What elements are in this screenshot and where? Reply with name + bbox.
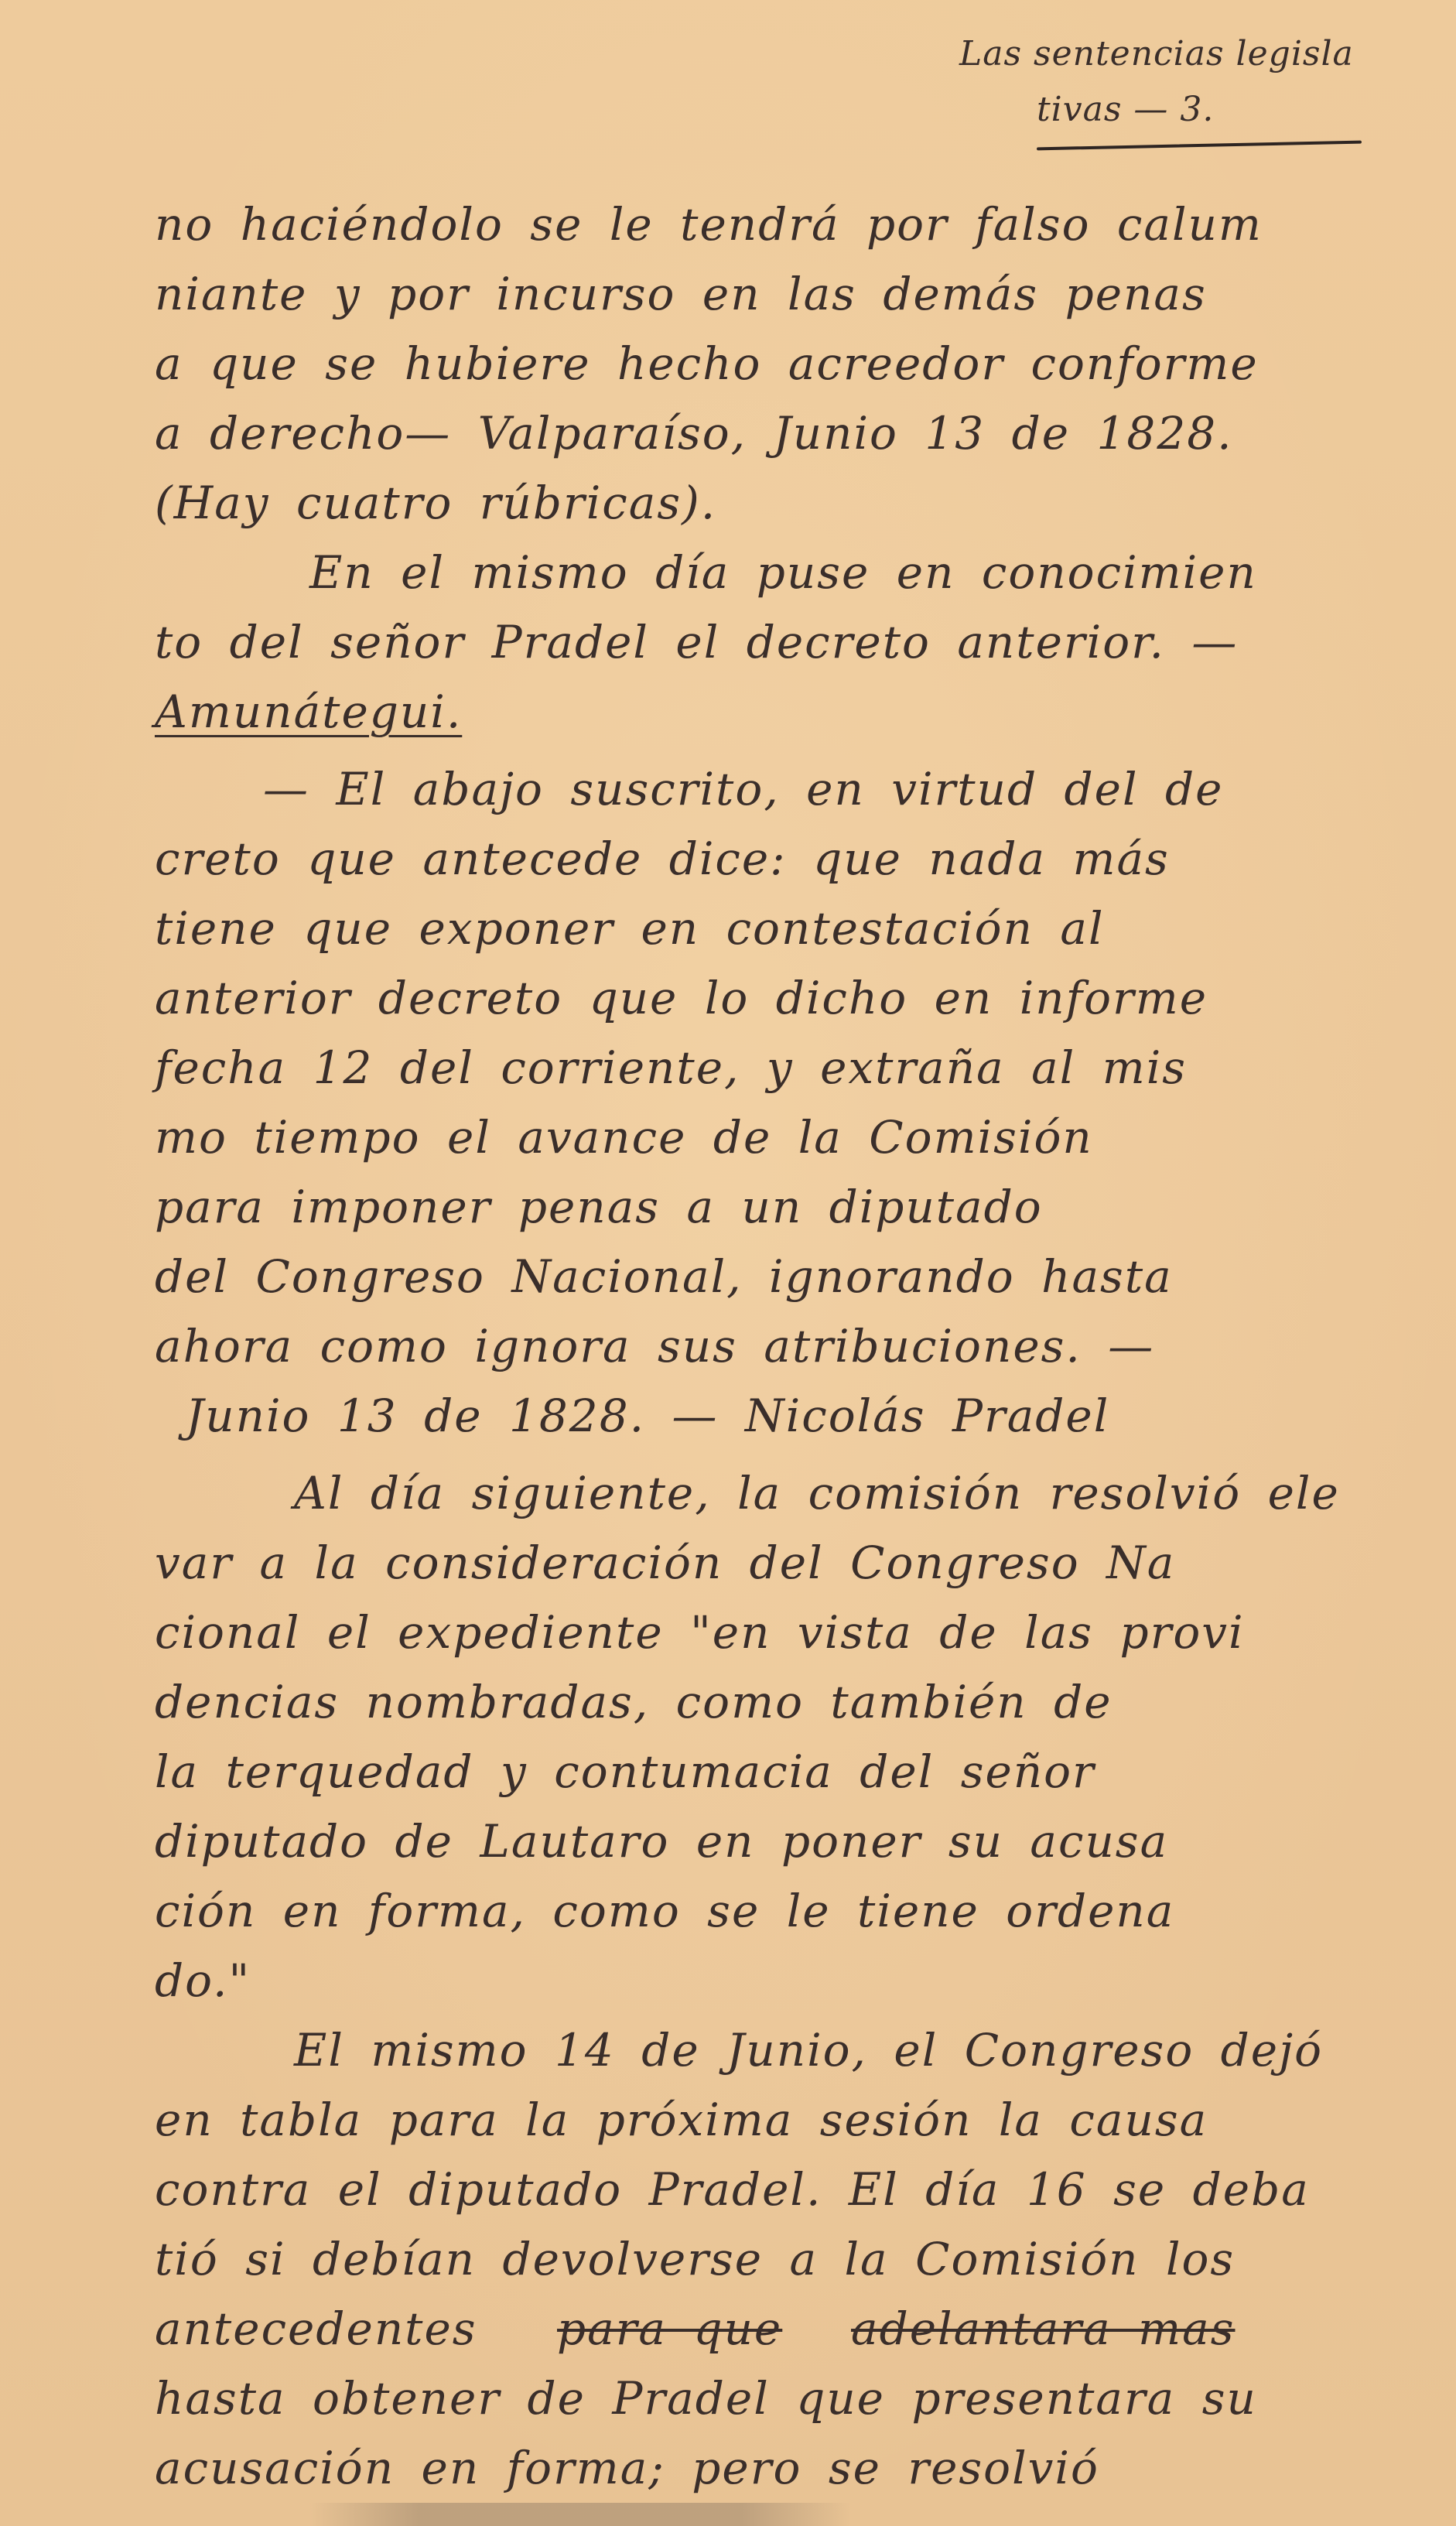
text-line: la terquedad y contumacia del señor [155,1745,1095,1798]
text-line: cional el expediente "en vista de las provi [155,1606,1245,1659]
text-line: (Hay cuatro rúbricas). [155,477,717,529]
text-line: para imponer penas a un diputado [155,1181,1043,1233]
text-line: to del señor Pradel el decreto anterior. — [155,616,1239,668]
text-line: tiene que exponer en contestación al [155,902,1105,955]
text-line: — El abajo suscrito, en virtud del de [263,763,1224,815]
text-line: Al día siguiente, la comisión resolvió ele [294,1467,1340,1519]
bottom-edge-shadow [309,2503,851,2526]
text-line: no haciéndolo se le tendrá por falso calum [155,198,1263,251]
text-line: dencias nombradas, como también de [155,1676,1113,1728]
text-line: en tabla para la próxima sesión la causa [155,2094,1208,2146]
text-line: acusación en forma; pero se resolvió [155,2442,1099,2494]
text-line: antecedentes [155,2302,477,2355]
struck-text: adelantara mas [851,2302,1236,2355]
struck-text: para que [557,2302,783,2355]
text-line: tió si debían devolverse a la Comisión los [155,2233,1236,2285]
text-line: mo tiempo el avance de la Comisión [155,1111,1093,1164]
header-title-line-2: tivas — 3. [1037,90,1215,129]
text-line: niante y por incurso en las demás penas [155,268,1207,320]
text-line: var a la consideración del Congreso Na [155,1536,1176,1589]
page-header [959,28,1424,152]
text-line: anterior decreto que lo dicho en informe [155,972,1208,1024]
text-line: creto que antecede dice: que nada más [155,832,1170,885]
text-line: diputado de Lautaro en poner su acusa [155,1815,1169,1868]
text-line: En el mismo día puse en conocimien [309,546,1257,599]
text-line: del Congreso Nacional, ignorando hasta [155,1250,1173,1303]
text-line: do." [155,1954,251,2007]
text-line: El mismo 14 de Junio, el Congreso dejó [294,2024,1324,2077]
text-line: ahora como ignora sus atribuciones. — [155,1320,1155,1372]
text-line: a que se hubiere hecho acreedor conforme [155,337,1259,390]
header-underline [1037,141,1362,151]
text-line: fecha 12 del corriente, y extraña al mis [155,1041,1188,1094]
text-line: ción en forma, como se le tiene ordena [155,1885,1175,1937]
text-line: a derecho— Valparaíso, Junio 13 de 1828. [155,407,1233,460]
signature-amunategui: Amunátegui. [155,685,463,738]
text-line: hasta obtener de Pradel que presentara su [155,2372,1257,2425]
signature-pradel-line: Junio 13 de 1828. — Nicolás Pradel [186,1389,1110,1442]
header-title-line-1: Las sentencias legisla [959,34,1354,73]
text-line: contra el diputado Pradel. El día 16 se deba [155,2163,1310,2216]
